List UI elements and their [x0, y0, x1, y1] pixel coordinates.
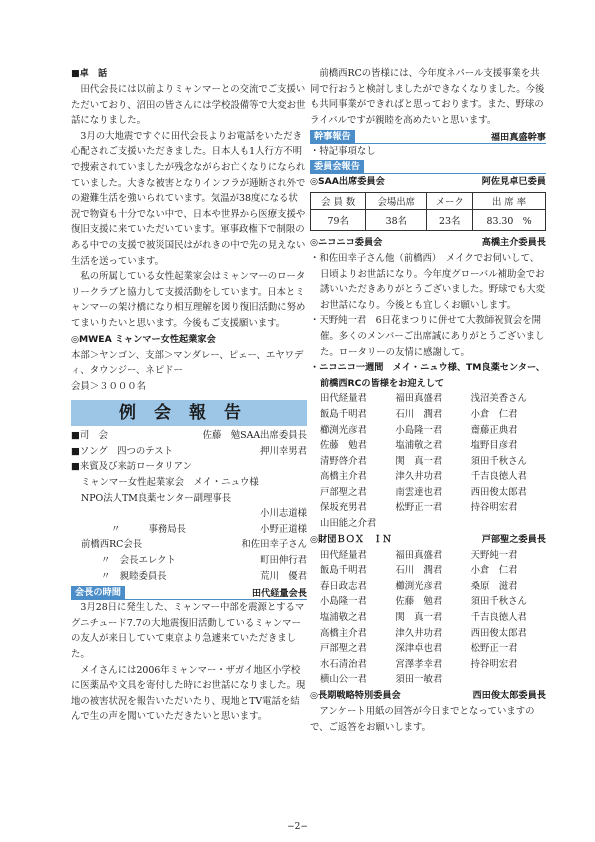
committee-header — [310, 160, 546, 174]
guests-heading: ■来賓及び来訪ロータリアン — [71, 461, 192, 473]
member-name: 持谷明宏君 — [470, 502, 518, 514]
member-name: 佐藤 勉君 — [320, 440, 367, 452]
guest-line: NPO法人TM良薬センター副理事長 — [81, 492, 232, 504]
attendance-value-row — [311, 209, 546, 230]
report-value: 押川幸男君 — [260, 445, 307, 457]
mwea-heading: ◎MWEA ミャンマー女性起業家会 — [71, 333, 216, 345]
member-name: 天野純一君 — [470, 549, 518, 561]
guest-name: 小川志道様 — [260, 508, 307, 520]
member-name: 福田真盛君 — [395, 549, 443, 561]
president-paragraph-2: メイさんには2006年ミャンマー・ザガイ地区小学校に医薬品や文具を寄付した時にお世話になりました。現地の被害状況を報告いただいたり、現地とTV電話を結んで生の声を聞いていただきたいと思います。 — [71, 664, 306, 723]
member-name: 西田俊太郎君 — [470, 486, 527, 498]
member-name: 春日政志君 — [320, 580, 367, 592]
attendance-value: 38名 — [366, 209, 427, 230]
niko-header — [310, 235, 546, 251]
mwea-members: 会員＞３０００名 — [71, 380, 147, 392]
speech-paragraph-1: 田代会長には以前よりミャンマーとの交流でご支援いただいており、沼田の皆さんには学校設備等で大変お世話になりました。 — [71, 84, 306, 127]
report-row-chair — [71, 428, 307, 444]
member-name: 戸部聖之君 — [320, 643, 367, 655]
attendance-header: メーク — [427, 192, 473, 209]
attendance-value: 79名 — [311, 209, 366, 230]
saa-header — [310, 174, 546, 190]
member-name: 櫛渕光彦君 — [395, 580, 443, 592]
member-name: 高橋主介君 — [320, 627, 367, 639]
member-name: 山田能之介君 — [320, 518, 377, 530]
member-name: 千吉良徳人君 — [470, 612, 527, 624]
member-name: 深津卓也君 — [395, 643, 443, 655]
attendance-header: 会場出席 — [366, 192, 427, 209]
report-label: ■ソング 四つのテスト — [71, 445, 174, 457]
niko-week-heading: ・ニコニコ一週間 メイ・ニュウ様、TM良薬センター、前橋西RCの皆様をお迎えして — [310, 362, 545, 389]
guest-line: ミャンマー女性起業家会 メイ・ニュウ様 — [81, 477, 259, 489]
member-name: 櫛渕光彦君 — [320, 424, 367, 436]
report-row-song — [71, 444, 307, 460]
box-header — [310, 532, 546, 548]
member-name: 宮澤孝幸君 — [395, 658, 443, 670]
secretary-note: ・特記事項なし — [310, 146, 376, 158]
president-paragraph-1: 3月28日に発生した、ミャンマー中部を震源とするマグニチュード7.7の大地震復旧活動しているミャンマーの友人が来日していて東京より急遽来ていただきました。 — [71, 602, 305, 660]
report-label: ■司 会 — [71, 430, 108, 442]
page-number: −2− — [287, 822, 308, 832]
guest-role: 〃 親睦委員長 — [101, 570, 167, 582]
member-name: 石川 潤君 — [395, 565, 443, 577]
member-name: 松野正一君 — [395, 502, 443, 514]
member-name: 齋藤正典君 — [470, 424, 518, 436]
member-name: 持谷明宏君 — [470, 658, 518, 670]
member-name: 関 真一君 — [395, 612, 443, 624]
guest-row — [71, 569, 307, 585]
member-name: 清野啓介君 — [320, 455, 367, 467]
secretary-header — [310, 129, 546, 144]
attendance-table — [310, 192, 546, 231]
guest-name: 小野正道様 — [260, 523, 307, 535]
member-name: 南雲達也君 — [395, 486, 443, 498]
member-name: 桑原 滋君 — [470, 580, 518, 592]
member-name: 飯島千明君 — [320, 408, 367, 420]
member-name: 横山公一君 — [320, 674, 367, 686]
box-heading: ◎財団ＢＯＸ ＩＮ — [310, 533, 392, 545]
member-name — [471, 672, 546, 688]
guest-row — [71, 506, 307, 522]
strategy-paragraph: アンケート用紙の回答が今日までとなっていますので、ご返答をお願いします。 — [310, 706, 535, 733]
niko-chair: 高橋主介委員長 — [481, 237, 546, 249]
member-name: 小倉 仁君 — [470, 565, 518, 577]
speech-paragraph-2: 3月の大地震ですぐに田代会長よりお電話をいただき心配されご支援いただきました。日本人も1人行方不明で捜索されていましたが残念ながらお亡くなりになられていました。大きな被害となりインフラが逓断され外での避難生活を強いられています。気温が38度になる状況で物資も十分でない中で、日本や世界から医療支援や復旧支援に来ていただいています。軍事政権下で制限のある中での支援で被災国民はがれきの中で先の見えない生活を送っています。 — [71, 130, 306, 267]
meeting-report-title: 例会報告 — [71, 400, 307, 426]
strategy-heading: ◎長期戦略特別委員会 — [310, 690, 401, 701]
committee-tag: 委員会報告 — [310, 160, 364, 173]
member-name: 関 真一君 — [395, 455, 443, 467]
member-name — [395, 516, 470, 532]
member-name: 松野正一君 — [470, 643, 518, 655]
member-name: 飯島千明君 — [320, 565, 367, 577]
guest-name: 和佐田幸子さん — [241, 539, 307, 551]
attendance-header: 出 席 率 — [473, 192, 546, 209]
member-name: 福田真盛君 — [395, 393, 443, 405]
niko-heading: ◎ニコニコ委員会 — [310, 236, 383, 248]
attendance-value: 83.30 % — [473, 209, 546, 230]
speech-paragraph-3: 私の所属している女性起業家会はミャンマーのロータリークラブと協力して支援活動をしています。日本とミャンマーの架け橋になり相互理解を図り復旧活動に努めてまいりたいと思います。今後もご支援願います。 — [71, 271, 306, 329]
guest-row — [71, 553, 307, 569]
member-name: 小島隆一君 — [395, 424, 443, 436]
guest-row — [71, 537, 307, 553]
intro-paragraph: 前橋西RCの皆様には、今年度ネパール支援事業を共同で行おうと検討しましたができなくなりました。今後も共同事業ができればと思っております。また、野球のライバルですが親睦を高めたいと思います。 — [310, 68, 545, 126]
guest-role: 前橋西RC会長 — [81, 539, 143, 551]
member-name: 石川 潤君 — [395, 408, 443, 420]
attendance-header: 会 員 数 — [311, 192, 366, 209]
member-name: 高橋主介君 — [320, 471, 367, 483]
member-name: 水石清治君 — [320, 658, 367, 670]
report-value: 佐藤 勉SAA出席委員長 — [202, 430, 307, 442]
member-name: 小倉 仁君 — [470, 408, 518, 420]
box-chair: 戸部聖之委員長 — [481, 533, 546, 545]
member-name: 浅沼美香さん — [470, 393, 527, 405]
member-name: 須田一敏君 — [395, 674, 443, 686]
saa-chair: 阿佐見卓巳委員 — [481, 176, 546, 188]
president-time-header — [71, 585, 307, 600]
strategy-chair: 西田俊太郎委員長 — [472, 690, 546, 702]
right-column — [310, 66, 546, 735]
member-name: 津久井功君 — [395, 627, 443, 639]
president-time-tag: 会長の時間 — [71, 586, 125, 599]
guest-row — [71, 522, 307, 538]
member-name: 西田俊太郎君 — [470, 627, 527, 639]
guest-name: 荒川 優君 — [260, 570, 307, 582]
strategy-header — [310, 688, 546, 704]
member-name: 塩野目彦君 — [470, 440, 518, 452]
guest-name: 町田伸行君 — [260, 555, 307, 567]
member-name: 千吉良徳人君 — [470, 471, 527, 483]
member-name: 塩浦敬之君 — [320, 612, 367, 624]
secretary-tag: 幹事報告 — [310, 130, 355, 143]
member-name: 佐藤 勉君 — [395, 596, 443, 608]
member-name: 戸部聖之君 — [320, 486, 367, 498]
left-column — [71, 66, 307, 725]
member-name: 小島隆一君 — [320, 596, 367, 608]
guest-role: 〃 事務局長 — [111, 523, 187, 535]
member-name: 田代経量君 — [320, 549, 367, 561]
member-name: 須田千秋さん — [470, 596, 527, 608]
guest-role: 〃 会長エレクト — [101, 555, 176, 567]
box-name-list — [310, 548, 546, 688]
member-name: 保坂充男君 — [320, 502, 367, 514]
secretary-name: 福田真盛幹事 — [490, 132, 546, 144]
member-name — [471, 516, 546, 532]
saa-heading: ◎SAA出席委員会 — [310, 175, 385, 187]
mwea-branches: 本部＞ヤンゴン、支部＞マンダレー、ピェー、エヤワディ、タウンジー、ネピドー — [71, 349, 304, 377]
speech-heading: ■卓 話 — [71, 68, 108, 79]
attendance-header-row — [311, 192, 546, 209]
member-name: 須田千秋さん — [470, 455, 527, 467]
niko-name-list — [310, 391, 546, 531]
niko-item: ・天野純一君 6日花まつりに併せて大教師祝賀会を開催。多くのメンバーご出席誠にありがとうございました。ロータリーの友情に感謝して。 — [310, 315, 545, 358]
member-name: 津久井功君 — [395, 471, 443, 483]
niko-item: ・和佐田幸子さん他（前橋西） メイクでお伺いして、日頃よりお世話になり。今年度グローバル補助金でお誘いいただきありがとうございました。野球でも大変お世話になり。今後とも宜しくお願いします。 — [310, 252, 546, 311]
member-name: 塩浦敬之君 — [395, 440, 443, 452]
president-name: 田代経量会長 — [251, 588, 307, 600]
attendance-value: 23名 — [427, 209, 473, 230]
member-name: 田代経量君 — [320, 393, 367, 405]
